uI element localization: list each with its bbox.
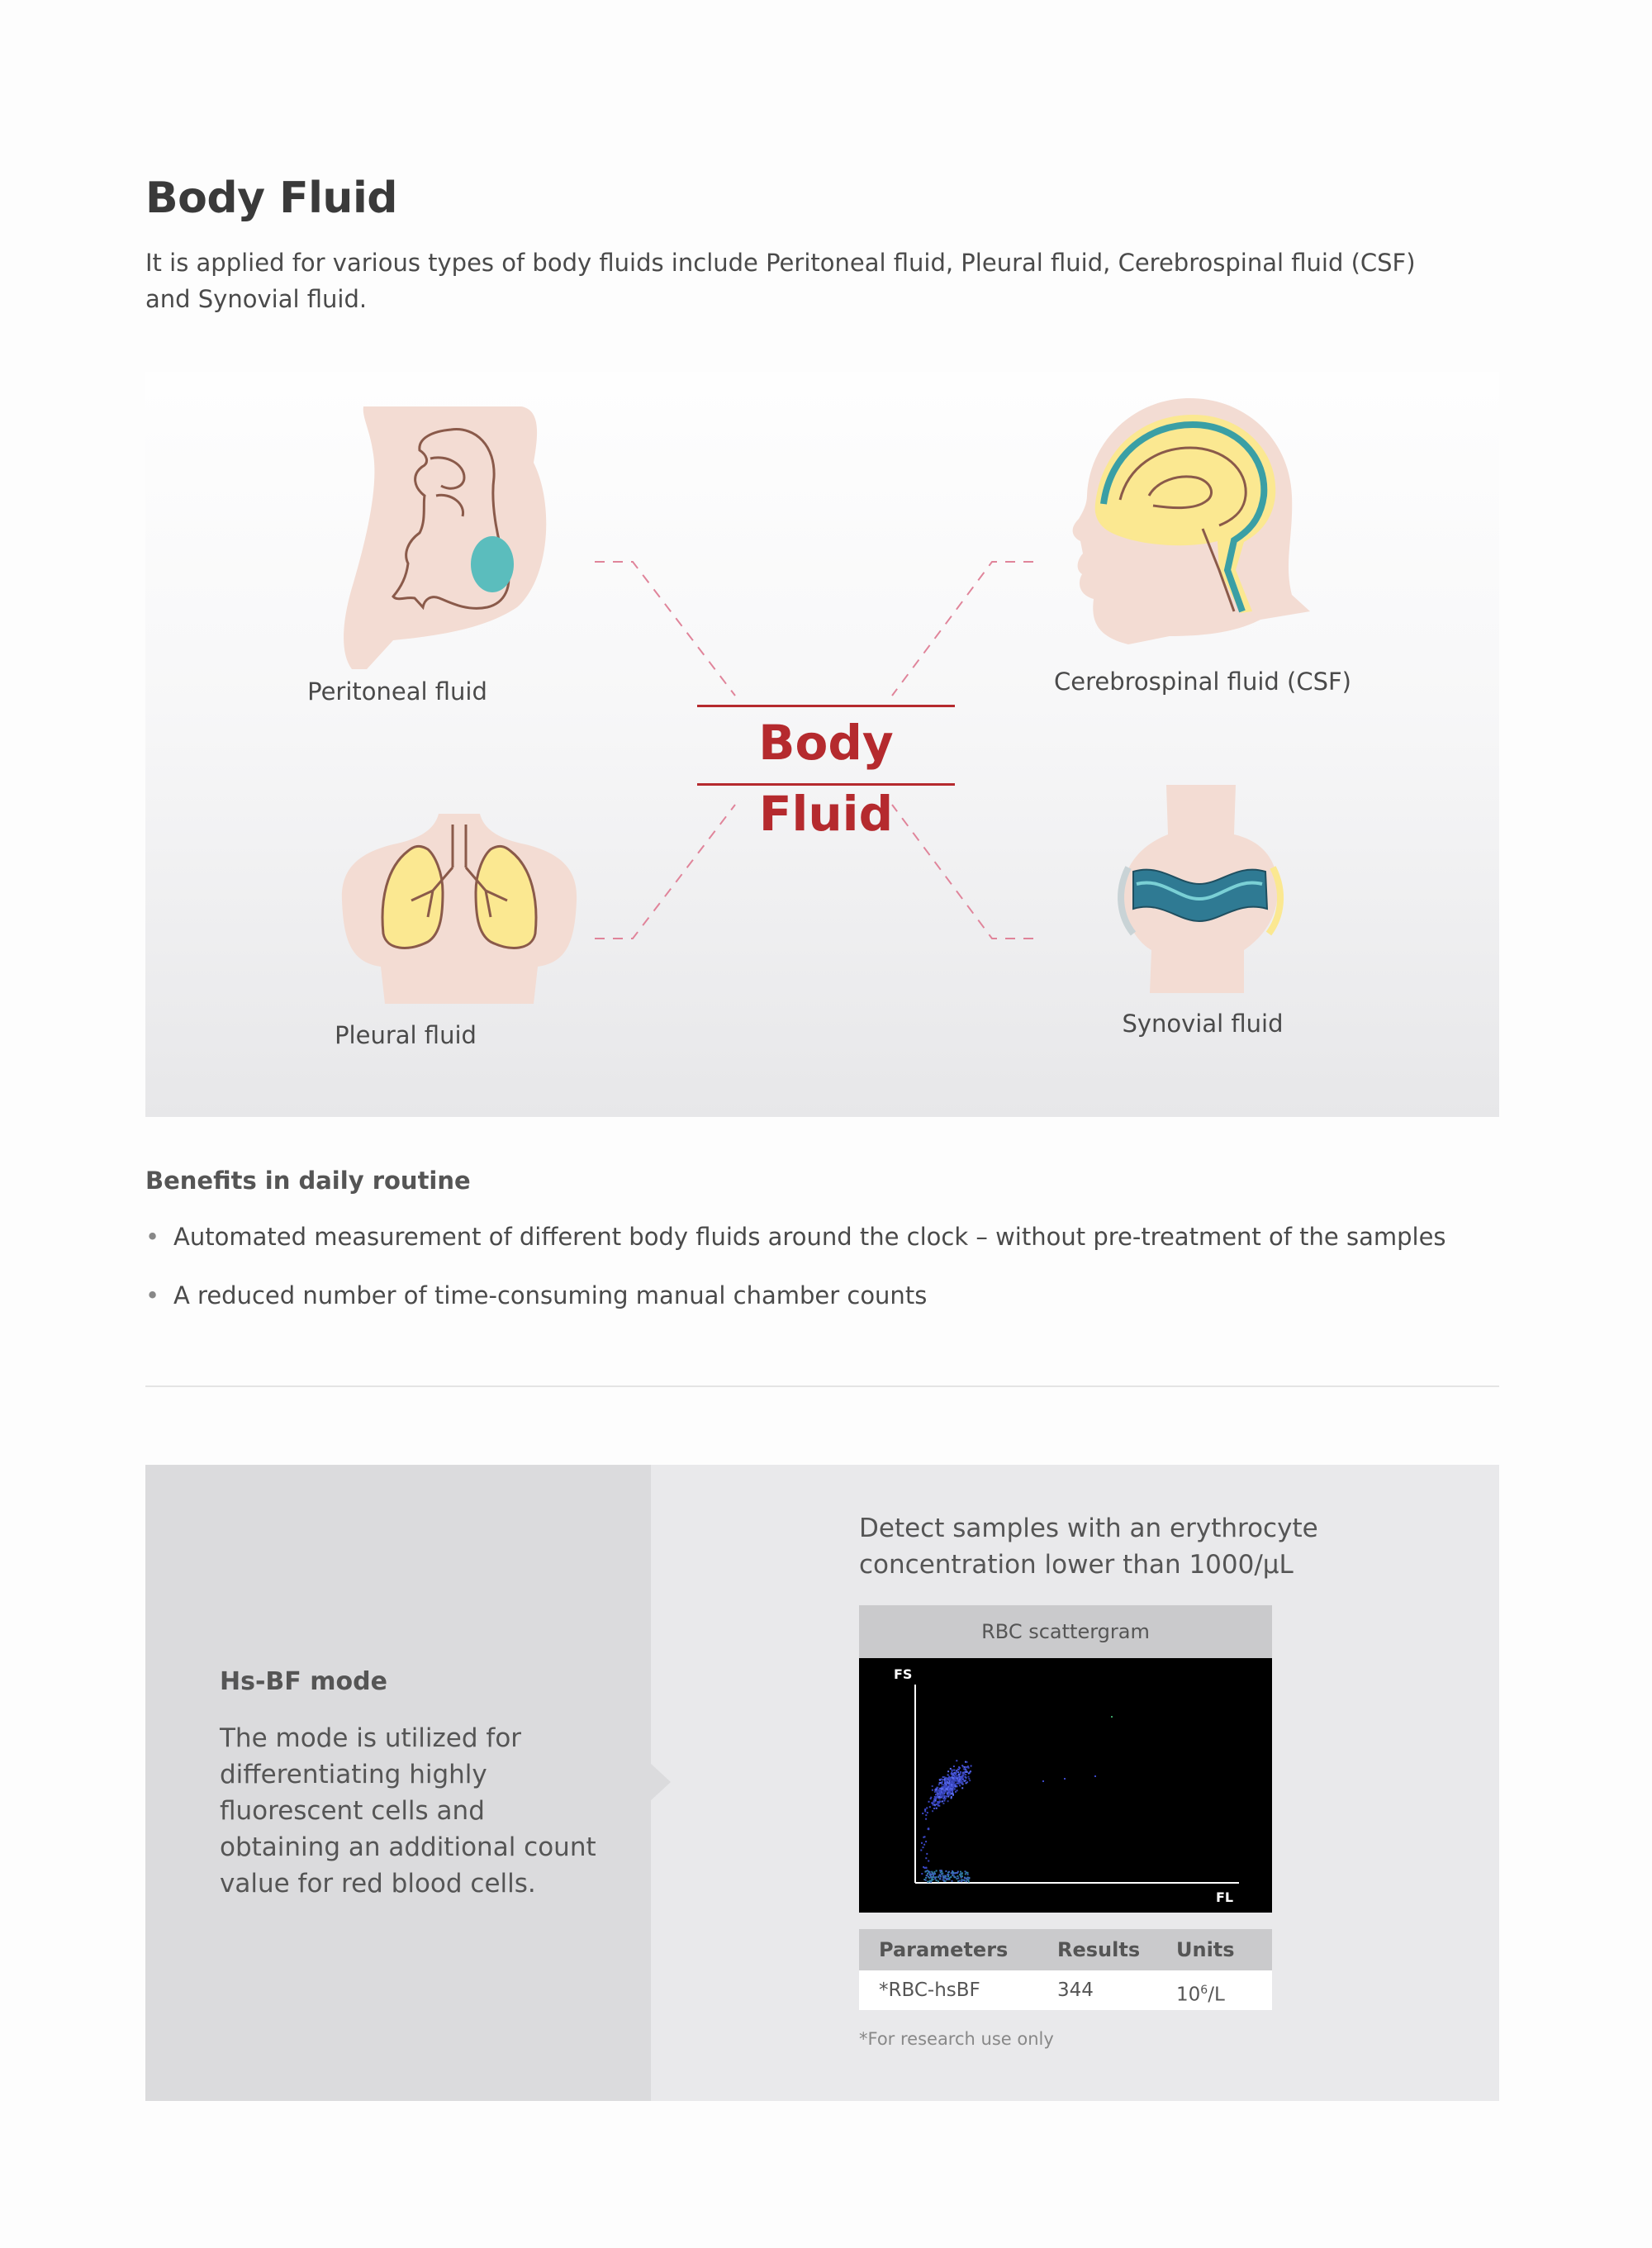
connector-csf	[892, 562, 1033, 696]
scatter-point	[948, 1782, 950, 1784]
scatter-point	[968, 1773, 970, 1775]
scatter-point	[953, 1780, 955, 1782]
scatter-point	[921, 1873, 923, 1875]
scatter-point	[968, 1778, 970, 1780]
scatter-point	[938, 1796, 940, 1798]
rbc-scattergram	[859, 1658, 1272, 1913]
scatter-point	[955, 1786, 957, 1788]
scatter-point	[942, 1792, 943, 1794]
scatter-point	[947, 1796, 949, 1798]
body-fluid-diagram	[145, 372, 1499, 1117]
label-peritoneal-fluid: Peritoneal fluid	[307, 677, 487, 706]
scatter-point	[954, 1772, 956, 1774]
scatter-point	[951, 1784, 952, 1785]
scatter-point	[924, 1810, 926, 1812]
scatter-point	[933, 1876, 934, 1878]
scatter-point	[956, 1771, 957, 1773]
scatter-point	[961, 1872, 963, 1874]
hsbf-title: Hs-BF mode	[220, 1667, 387, 1696]
scatter-point	[927, 1812, 928, 1813]
scatter-point	[929, 1806, 931, 1808]
scatter-point	[969, 1780, 971, 1781]
scatter-point	[942, 1794, 943, 1795]
scatter-point	[926, 1875, 928, 1876]
label-csf: Cerebrospinal fluid (CSF)	[1054, 668, 1351, 696]
scatter-point	[953, 1784, 955, 1785]
scatter-point	[944, 1785, 946, 1787]
label-synovial-fluid: Synovial fluid	[1122, 1010, 1284, 1038]
scatter-point	[950, 1768, 952, 1770]
scatter-point	[928, 1877, 930, 1879]
scatter-point	[965, 1769, 966, 1770]
scatter-point	[946, 1779, 947, 1780]
scatter-point	[922, 1813, 923, 1814]
scatter-point	[925, 1880, 927, 1881]
scatter-point	[968, 1878, 970, 1880]
scatter-point	[942, 1790, 943, 1792]
scatter-point	[931, 1871, 933, 1873]
scatter-point	[953, 1766, 955, 1767]
scatter-point	[952, 1880, 953, 1882]
scatter-point	[1111, 1716, 1113, 1718]
body-fluid-center-label: Body Fluid	[697, 705, 955, 786]
scatter-point	[938, 1805, 940, 1807]
scatter-point	[933, 1804, 934, 1806]
scatter-point	[961, 1787, 963, 1789]
scatter-point	[960, 1875, 961, 1877]
scatter-point	[967, 1874, 969, 1875]
scatter-point	[932, 1810, 933, 1812]
scatter-point	[942, 1800, 943, 1802]
scatter-point	[945, 1880, 947, 1882]
panel-pointer	[649, 1762, 671, 1802]
scatter-point	[934, 1877, 936, 1879]
scatter-point	[951, 1780, 952, 1781]
scatter-point	[929, 1880, 931, 1882]
scatter-point	[929, 1873, 931, 1875]
head-brain-icon	[1073, 398, 1310, 644]
abdomen-icon	[344, 406, 546, 669]
scatter-point	[949, 1879, 951, 1880]
scatter-point	[956, 1760, 957, 1761]
scatter-point	[942, 1786, 943, 1788]
scatter-point	[925, 1814, 927, 1816]
scatter-point	[949, 1794, 951, 1795]
bullet-icon: •	[145, 1223, 160, 1251]
benefit-text: A reduced number of time-consuming manual chamber counts	[173, 1281, 928, 1309]
scatter-point	[939, 1878, 941, 1880]
scatter-point	[937, 1803, 938, 1804]
scatter-point	[952, 1793, 954, 1794]
scatter-point	[962, 1779, 964, 1780]
scatter-point	[924, 1871, 926, 1873]
scatter-point	[955, 1791, 957, 1793]
scatter-point	[962, 1880, 964, 1881]
scatter-point	[945, 1870, 947, 1872]
scatter-point	[966, 1777, 967, 1779]
unit-tail: /L	[1208, 1984, 1225, 2006]
scatter-point	[942, 1879, 944, 1880]
scatter-point	[956, 1878, 957, 1880]
scatter-point	[967, 1880, 969, 1881]
scatter-point	[934, 1873, 936, 1875]
knee-joint-icon	[1121, 785, 1280, 993]
lungs-icon	[342, 814, 577, 1004]
scatter-point	[927, 1873, 928, 1875]
benefits-heading: Benefits in daily routine	[145, 1167, 471, 1195]
scatter-point	[932, 1789, 933, 1791]
benefit-item	[145, 1223, 1446, 1251]
section-divider	[145, 1385, 1499, 1387]
scatter-point	[957, 1872, 958, 1874]
scatter-point	[926, 1867, 928, 1869]
scatter-point	[942, 1776, 944, 1778]
scatter-point	[933, 1871, 935, 1873]
scatter-point	[946, 1795, 947, 1797]
scattergram-title: RBC scattergram	[859, 1605, 1272, 1658]
scatter-point	[935, 1797, 937, 1799]
scatter-point	[964, 1766, 966, 1768]
scatter-point	[958, 1774, 960, 1775]
scatter-point	[965, 1774, 966, 1775]
scatter-point	[923, 1867, 925, 1869]
scatter-point	[938, 1791, 939, 1793]
scatter-point	[965, 1870, 966, 1872]
scatter-point	[929, 1871, 931, 1873]
scatter-point	[938, 1793, 940, 1794]
scatter-point	[965, 1771, 966, 1773]
scatter-point	[946, 1785, 947, 1787]
scatter-point	[944, 1795, 946, 1797]
scatter-point	[926, 1807, 928, 1808]
scatter-point	[952, 1775, 953, 1776]
scatter-point	[937, 1787, 938, 1789]
scatter-point	[933, 1808, 935, 1809]
scatter-point	[964, 1880, 966, 1881]
scatter-point	[928, 1827, 929, 1829]
scatter-point	[939, 1800, 941, 1802]
scatter-point	[947, 1874, 949, 1875]
scatter-point	[955, 1872, 957, 1874]
scatter-point	[925, 1841, 927, 1842]
scatter-point	[966, 1877, 968, 1879]
scatter-point	[948, 1788, 950, 1789]
scatter-point	[923, 1846, 924, 1848]
scatter-point	[951, 1793, 952, 1794]
scatter-point	[924, 1809, 926, 1811]
scatter-point	[935, 1800, 937, 1802]
label-pleural-fluid: Pleural fluid	[335, 1021, 477, 1049]
scatter-point	[953, 1775, 955, 1777]
scatter-point	[947, 1789, 948, 1790]
scatter-point	[939, 1874, 941, 1875]
scatter-point	[950, 1789, 952, 1791]
results-table-header	[859, 1929, 1272, 1970]
scatter-point	[924, 1836, 926, 1837]
scatter-point	[928, 1801, 930, 1803]
scatter-point	[932, 1785, 933, 1787]
scatter-point	[923, 1844, 925, 1846]
scatter-point	[965, 1873, 966, 1875]
scatter-point	[959, 1785, 961, 1786]
scatter-point	[965, 1761, 966, 1763]
scatter-point	[942, 1796, 944, 1798]
scatter-point	[943, 1776, 945, 1778]
scatter-point	[948, 1785, 950, 1786]
intro-text: It is applied for various types of body fluids include Peritoneal fluid, Pleural fluid, Cerebrospinal fluid (CSF) and Synovial fluid.	[145, 249, 1416, 313]
benefit-item	[145, 1281, 927, 1309]
scatter-point	[961, 1780, 962, 1781]
scatter-point	[921, 1842, 923, 1844]
scatter-point	[953, 1875, 955, 1877]
scatter-point	[941, 1870, 942, 1871]
scatter-point	[955, 1774, 957, 1775]
scatter-point	[925, 1857, 927, 1859]
scatter-point	[971, 1766, 972, 1767]
scatter-point	[944, 1799, 946, 1800]
unit-exponent: 6	[1200, 1984, 1208, 1997]
scatter-point	[959, 1779, 961, 1780]
scatter-point	[947, 1875, 949, 1877]
connector-pleural	[595, 805, 735, 939]
scatter-point	[930, 1797, 932, 1799]
connector-synovial	[892, 805, 1033, 939]
scatter-point	[948, 1777, 950, 1779]
scatter-point	[945, 1878, 947, 1880]
table-row	[859, 1970, 1272, 2010]
scatter-point	[938, 1784, 940, 1785]
scatter-point	[959, 1880, 961, 1882]
scatter-point	[1094, 1775, 1096, 1777]
scatter-point	[952, 1788, 953, 1789]
bullet-icon: •	[145, 1281, 160, 1309]
scatter-point	[962, 1766, 964, 1767]
unit-base: 10	[1176, 1984, 1201, 2006]
y-axis-label: FS	[894, 1666, 913, 1682]
scatter-point	[932, 1879, 933, 1880]
scatter-point	[957, 1877, 959, 1879]
scatter-point	[947, 1800, 949, 1802]
scatter-point	[966, 1782, 967, 1784]
scatter-point	[953, 1788, 955, 1789]
scatter-point	[964, 1780, 966, 1782]
scatter-point	[938, 1875, 939, 1877]
column-header-results: Results	[1057, 1938, 1141, 1961]
scatter-point	[944, 1875, 946, 1876]
scatter-point	[954, 1770, 956, 1771]
detect-text: Detect samples with an erythrocyte concentration lower than 1000/µL	[859, 1514, 1318, 1580]
scatter-point	[959, 1874, 961, 1875]
scatter-point	[954, 1779, 956, 1780]
scatter-point	[936, 1808, 938, 1809]
scatter-point	[928, 1861, 929, 1862]
scatter-point	[925, 1877, 927, 1879]
page-title: Body Fluid	[145, 173, 397, 223]
scatter-point	[952, 1786, 954, 1788]
scatter-point	[947, 1770, 949, 1772]
scatter-point	[933, 1875, 934, 1876]
scatter-point	[952, 1777, 954, 1779]
scatter-point	[962, 1774, 964, 1775]
scatter-point	[960, 1771, 961, 1773]
scatter-point	[968, 1881, 970, 1883]
scatter-point	[966, 1880, 967, 1882]
scatter-point	[936, 1870, 938, 1872]
column-header-parameters: Parameters	[879, 1938, 1009, 1961]
scatter-point	[968, 1776, 970, 1778]
scatter-point	[942, 1784, 943, 1785]
scatter-point	[947, 1872, 949, 1874]
scattergram-graphic	[859, 1658, 1272, 1913]
x-axis-label: FL	[1216, 1889, 1234, 1905]
scatter-point	[942, 1798, 944, 1799]
scatter-point	[937, 1794, 938, 1795]
scatter-point	[957, 1875, 959, 1877]
scatter-point	[951, 1872, 952, 1874]
scatter-point	[957, 1783, 958, 1785]
cell-parameter: *RBC-hsBF	[879, 1979, 980, 2001]
scatter-point	[951, 1796, 952, 1798]
hsbf-description: The mode is utilized for differentiating highly fluorescent cells and obtaining an additional count value for red blood cells.	[220, 1723, 596, 1899]
scatter-point	[947, 1775, 949, 1776]
scatter-point	[938, 1789, 940, 1790]
scatter-point	[928, 1881, 929, 1883]
scatter-point	[1042, 1780, 1044, 1782]
scatter-point	[934, 1791, 936, 1793]
scatter-point	[943, 1800, 945, 1802]
cell-unit	[1176, 1970, 1225, 2015]
scatter-point	[950, 1876, 952, 1878]
scatter-point	[933, 1800, 935, 1802]
column-header-units: Units	[1176, 1938, 1235, 1961]
scatter-point	[956, 1785, 957, 1787]
cell-result: 344	[1057, 1979, 1094, 2001]
scatter-point	[925, 1818, 927, 1820]
scatter-point	[940, 1782, 942, 1784]
scatter-point	[926, 1853, 928, 1855]
scatter-point	[931, 1874, 933, 1875]
scatter-point	[935, 1794, 937, 1795]
scatter-point	[967, 1766, 969, 1767]
scatter-point	[957, 1778, 958, 1780]
scatter-point	[961, 1777, 962, 1779]
scatter-point	[952, 1770, 953, 1771]
scatter-point	[951, 1772, 952, 1774]
scatter-point	[920, 1850, 922, 1851]
scatter-point	[938, 1802, 940, 1804]
scatter-point	[942, 1803, 944, 1804]
scatter-point	[936, 1880, 938, 1881]
scatter-point	[958, 1782, 960, 1784]
scatter-point	[960, 1871, 961, 1873]
scatter-point	[963, 1768, 965, 1770]
scatter-point	[966, 1766, 967, 1768]
scatter-point	[958, 1766, 960, 1768]
benefit-text: Automated measurement of different body fluids around the clock – without pre-treatment of the samples	[173, 1223, 1446, 1251]
scatter-point	[938, 1880, 939, 1882]
scatter-point	[939, 1798, 941, 1799]
scatter-point	[958, 1769, 960, 1770]
scatter-point	[941, 1796, 942, 1798]
scatter-point	[941, 1873, 942, 1875]
connector-peritoneal	[595, 562, 735, 696]
footnote: *For research use only	[859, 2029, 1054, 2049]
scatter-point	[940, 1871, 942, 1873]
scatter-point	[1064, 1778, 1066, 1780]
scatter-point	[961, 1781, 963, 1783]
scatter-point	[934, 1801, 936, 1803]
scatter-point	[944, 1780, 946, 1782]
scatter-point	[939, 1780, 941, 1781]
scatter-point	[944, 1778, 946, 1780]
scatter-point	[942, 1875, 944, 1877]
scatter-point	[945, 1790, 947, 1792]
